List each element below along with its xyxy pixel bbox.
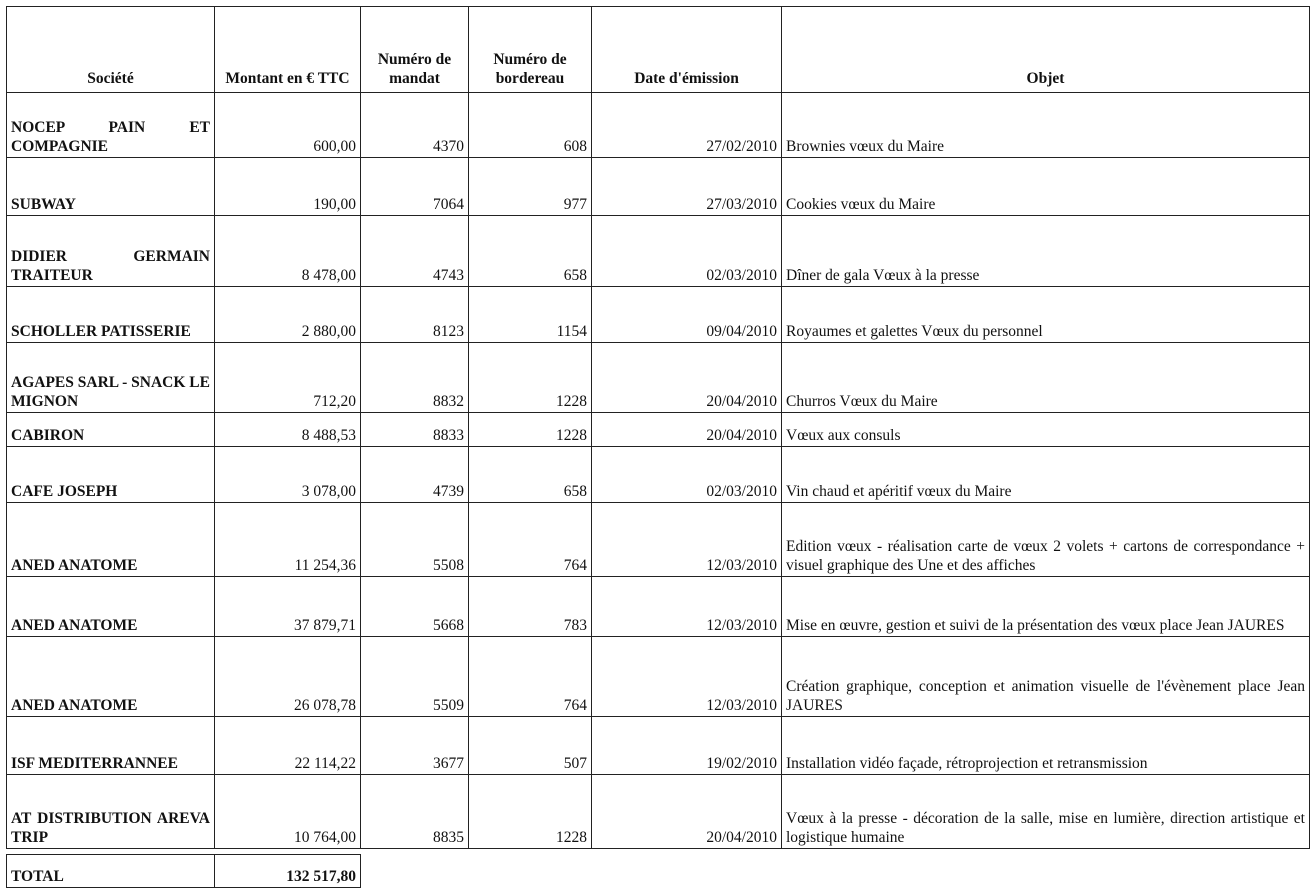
cell-objet: Création graphique, conception et animation visuelle de l'évènement place Jean JAURES (782, 637, 1310, 717)
cell-montant: 2 880,00 (215, 287, 361, 343)
cell-montant: 190,00 (215, 158, 361, 216)
table-row (7, 287, 1310, 343)
cell-bordereau: 608 (469, 93, 592, 158)
table-row (7, 775, 1310, 849)
cell-bordereau: 1228 (469, 413, 592, 447)
cell-montant: 8 488,53 (215, 413, 361, 447)
cell-societe: CAFE JOSEPH (7, 447, 215, 503)
cell-bordereau: 764 (469, 637, 592, 717)
cell-objet: Vœux à la presse - décoration de la salle, mise en lumière, direction artistique et logistique humaine (782, 775, 1310, 849)
cell-objet: Cookies vœux du Maire (782, 158, 1310, 216)
cell-mandat: 5508 (361, 503, 469, 577)
cell-objet: Mise en œuvre, gestion et suivi de la présentation des vœux place Jean JAURES (782, 577, 1310, 637)
table-row (7, 216, 1310, 287)
table-row (7, 577, 1310, 637)
cell-societe: NOCEP PAIN ET COMPAGNIE (7, 93, 215, 158)
cell-date: 12/03/2010 (592, 503, 782, 577)
total-value: 132 517,80 (215, 855, 361, 888)
cell-objet: Royaumes et galettes Vœux du personnel (782, 287, 1310, 343)
cell-objet: Vœux aux consuls (782, 413, 1310, 447)
table-row (7, 503, 1310, 577)
cell-bordereau: 507 (469, 717, 592, 775)
cell-societe: SCHOLLER PATISSERIE (7, 287, 215, 343)
table-row (7, 158, 1310, 216)
cell-montant: 37 879,71 (215, 577, 361, 637)
header-montant: Montant en € TTC (215, 7, 361, 93)
cell-objet: Installation vidéo façade, rétroprojection et retransmission (782, 717, 1310, 775)
expenses-table (6, 6, 1310, 849)
table-row (7, 343, 1310, 413)
cell-societe: AT DISTRIBUTION AREVA TRIP (7, 775, 215, 849)
cell-bordereau: 977 (469, 158, 592, 216)
cell-objet: Dîner de gala Vœux à la presse (782, 216, 1310, 287)
table-row (7, 637, 1310, 717)
table-row (7, 717, 1310, 775)
header-date: Date d'émission (592, 7, 782, 93)
cell-date: 12/03/2010 (592, 637, 782, 717)
cell-date: 27/02/2010 (592, 93, 782, 158)
cell-societe: ANED ANATOME (7, 503, 215, 577)
cell-montant: 3 078,00 (215, 447, 361, 503)
cell-bordereau: 658 (469, 216, 592, 287)
cell-date: 19/02/2010 (592, 717, 782, 775)
cell-bordereau: 783 (469, 577, 592, 637)
cell-bordereau: 1228 (469, 343, 592, 413)
cell-objet: Brownies vœux du Maire (782, 93, 1310, 158)
header-row (7, 7, 1310, 93)
cell-societe: ISF MEDITERRANNEE (7, 717, 215, 775)
cell-societe: ANED ANATOME (7, 577, 215, 637)
cell-mandat: 7064 (361, 158, 469, 216)
cell-date: 20/04/2010 (592, 343, 782, 413)
cell-mandat: 3677 (361, 717, 469, 775)
cell-date: 20/04/2010 (592, 775, 782, 849)
cell-mandat: 8833 (361, 413, 469, 447)
cell-montant: 600,00 (215, 93, 361, 158)
cell-montant: 10 764,00 (215, 775, 361, 849)
cell-societe: CABIRON (7, 413, 215, 447)
cell-mandat: 8835 (361, 775, 469, 849)
cell-objet: Edition vœux - réalisation carte de vœux 2 volets + cartons de correspondance + visuel graphique des Une et des affiches (782, 503, 1310, 577)
cell-objet: Churros Vœux du Maire (782, 343, 1310, 413)
cell-societe: DIDIER GERMAIN TRAITEUR (7, 216, 215, 287)
header-objet: Objet (782, 7, 1310, 93)
cell-bordereau: 1154 (469, 287, 592, 343)
cell-societe: AGAPES SARL - SNACK LE MIGNON (7, 343, 215, 413)
cell-societe: ANED ANATOME (7, 637, 215, 717)
cell-montant: 11 254,36 (215, 503, 361, 577)
cell-societe: SUBWAY (7, 158, 215, 216)
total-row (6, 854, 361, 888)
table-row (7, 413, 1310, 447)
cell-montant: 8 478,00 (215, 216, 361, 287)
header-mandat: Numéro de mandat (361, 7, 469, 93)
cell-mandat: 4370 (361, 93, 469, 158)
cell-mandat: 8832 (361, 343, 469, 413)
cell-montant: 26 078,78 (215, 637, 361, 717)
cell-montant: 22 114,22 (215, 717, 361, 775)
table-row (7, 93, 1310, 158)
total-label: TOTAL (7, 855, 215, 888)
cell-date: 02/03/2010 (592, 447, 782, 503)
cell-mandat: 5668 (361, 577, 469, 637)
cell-date: 12/03/2010 (592, 577, 782, 637)
cell-bordereau: 764 (469, 503, 592, 577)
cell-mandat: 4739 (361, 447, 469, 503)
header-societe: Société (7, 7, 215, 93)
cell-date: 27/03/2010 (592, 158, 782, 216)
cell-mandat: 8123 (361, 287, 469, 343)
cell-date: 02/03/2010 (592, 216, 782, 287)
cell-montant: 712,20 (215, 343, 361, 413)
cell-bordereau: 1228 (469, 775, 592, 849)
cell-mandat: 4743 (361, 216, 469, 287)
header-bordereau: Numéro de bordereau (469, 7, 592, 93)
cell-date: 20/04/2010 (592, 413, 782, 447)
cell-objet: Vin chaud et apéritif vœux du Maire (782, 447, 1310, 503)
cell-mandat: 5509 (361, 637, 469, 717)
table-row (7, 447, 1310, 503)
cell-bordereau: 658 (469, 447, 592, 503)
cell-date: 09/04/2010 (592, 287, 782, 343)
